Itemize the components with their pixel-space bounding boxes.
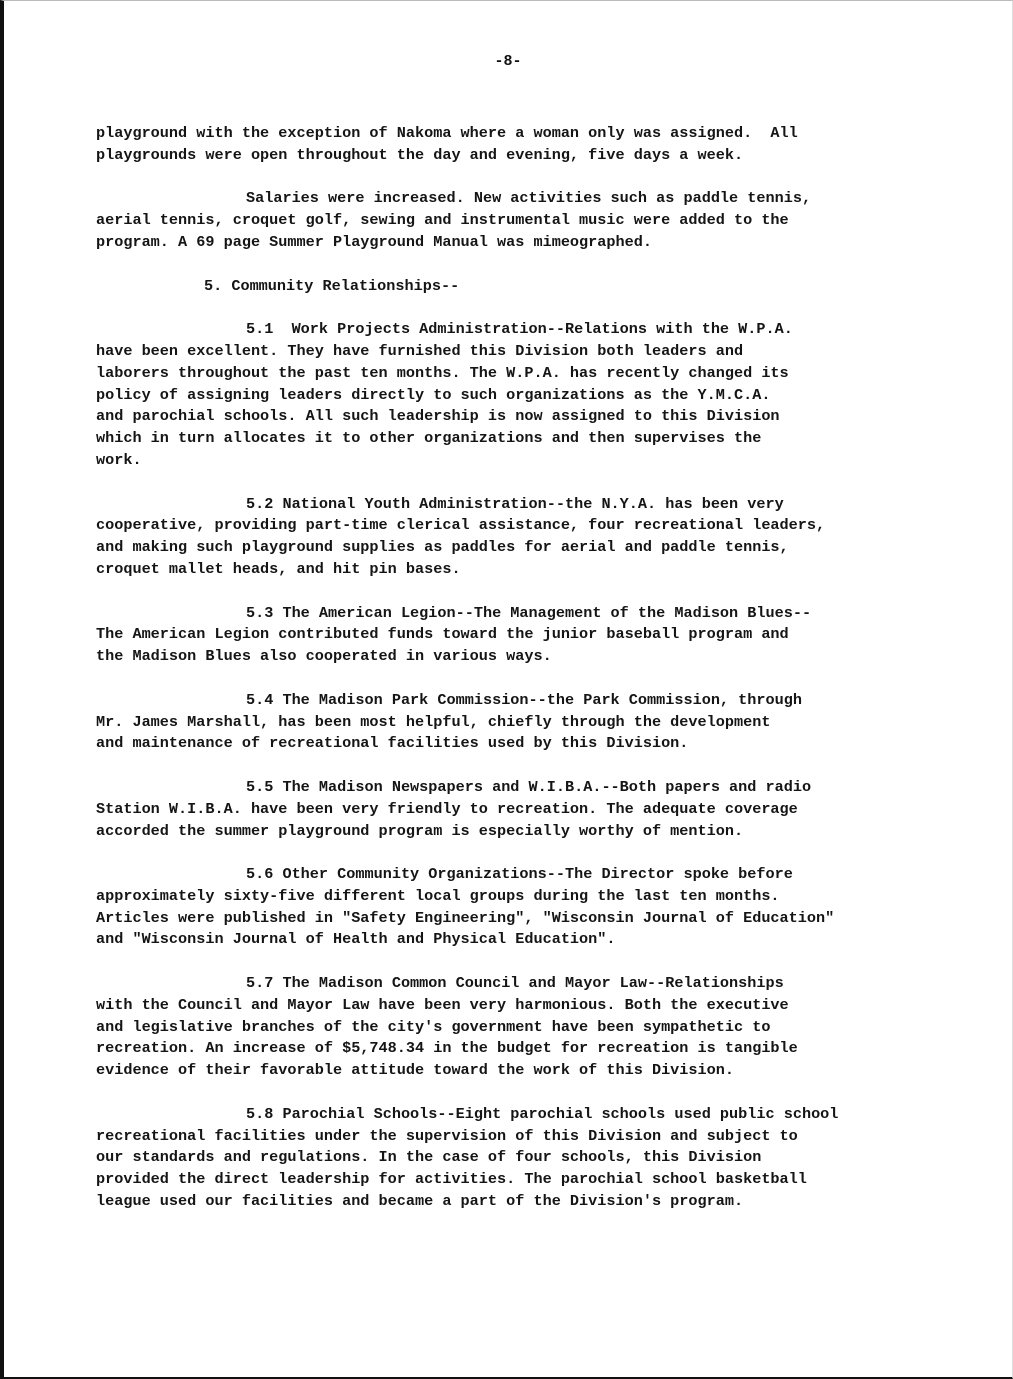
section-5-2	[96, 494, 976, 581]
subsection-heading-line: 5.5 The Madison Newspapers and W.I.B.A.--Both papers and radio	[246, 777, 812, 796]
text-line: recreation. An increase of $5,748.34 in the budget for recreation is tangible	[96, 1039, 798, 1058]
text-line: croquet mallet heads, and hit pin bases.	[96, 559, 461, 578]
text-line: Mr. James Marshall, has been most helpful, chiefly through the development	[96, 712, 771, 731]
text-line: playground with the exception of Nakoma where a woman only was assigned. All	[96, 124, 798, 142]
text-line: evidence of their favorable attitude toward the work of this Division.	[96, 1061, 734, 1080]
text-line: the Madison Blues also cooperated in various ways.	[96, 647, 552, 666]
subsection-heading-line: 5.2 National Youth Administration--the N.Y.A. has been very	[246, 494, 784, 513]
page-number: -8-	[494, 53, 522, 70]
section-5-3	[96, 603, 976, 668]
section-5-5	[96, 777, 976, 842]
text-line: our standards and regulations. In the case of four schools, this Division	[96, 1148, 762, 1167]
subsection-heading-line: 5.3 The American Legion--The Management of the Madison Blues--	[246, 603, 812, 622]
text-line: recreational facilities under the supervision of this Division and subject to	[96, 1126, 798, 1145]
text-line: and parochial schools. All such leadership is now assigned to this Division	[96, 407, 780, 426]
section-5-8	[96, 1104, 976, 1213]
text-line: with the Council and Mayor Law have been very harmonious. Both the executive	[96, 995, 789, 1014]
text-line: approximately sixty-five different local groups during the last ten months.	[96, 886, 780, 905]
document-body	[96, 123, 976, 1235]
text-line: provided the direct leadership for activities. The parochial school basketball	[96, 1170, 807, 1189]
text-line: and "Wisconsin Journal of Health and Physical Education".	[96, 930, 616, 949]
subsection-heading-line: 5.4 The Madison Park Commission--the Park Commission, through	[246, 690, 802, 709]
text-line: league used our facilities and became a part of the Division's program.	[96, 1192, 744, 1211]
subsection-heading-line: 5.8 Parochial Schools--Eight parochial schools used public school	[246, 1104, 839, 1123]
paragraph-playground-carryover	[96, 123, 976, 167]
section-heading: 5. Community Relationships--	[204, 276, 460, 295]
text-line: laborers throughout the past ten months. The W.P.A. has recently changed its	[96, 363, 789, 382]
text-line: accorded the summer playground program is especially worthy of mention.	[96, 821, 744, 840]
paragraph-salaries	[96, 188, 976, 253]
text-line: Station W.I.B.A. have been very friendly to recreation. The adequate coverage	[96, 799, 798, 818]
subsection-heading-line: 5.6 Other Community Organizations--The Director spoke before	[246, 865, 793, 884]
text-line: and legislative branches of the city's government have been sympathetic to	[96, 1017, 771, 1036]
text-line: have been excellent. They have furnished this Division both leaders and	[96, 341, 744, 360]
subsection-heading-line: 5.1 Work Projects Administration--Relations with the W.P.A.	[246, 320, 793, 339]
subsection-heading-line: 5.7 The Madison Common Council and Mayor Law--Relationships	[246, 974, 784, 993]
text-line: cooperative, providing part-time clerical assistance, four recreational leaders,	[96, 516, 826, 535]
text-line: and making such playground supplies as paddles for aerial and paddle tennis,	[96, 538, 789, 557]
heading-community-relationships	[96, 276, 976, 298]
text-line: playgrounds were open throughout the day and evening, five days a week.	[96, 145, 744, 164]
text-line: program. A 69 page Summer Playground Manual was mimeographed.	[96, 232, 652, 251]
text-line: aerial tennis, croquet golf, sewing and instrumental music were added to the	[96, 211, 789, 230]
text-line: Articles were published in "Safety Engineering", "Wisconsin Journal of Education"	[96, 908, 835, 927]
section-5-6	[96, 864, 976, 951]
section-5-4	[96, 690, 976, 755]
text-line: policy of assigning leaders directly to such organizations as the Y.M.C.A.	[96, 385, 771, 404]
text-line: work.	[96, 450, 142, 469]
text-line: The American Legion contributed funds toward the junior baseball program and	[96, 625, 789, 644]
section-5-1	[96, 319, 976, 472]
text-line: and maintenance of recreational facilities used by this Division.	[96, 734, 689, 753]
text-line: Salaries were increased. New activities such as paddle tennis,	[246, 189, 812, 208]
section-5-7	[96, 973, 976, 1082]
text-line: which in turn allocates it to other organizations and then supervises the	[96, 429, 762, 448]
